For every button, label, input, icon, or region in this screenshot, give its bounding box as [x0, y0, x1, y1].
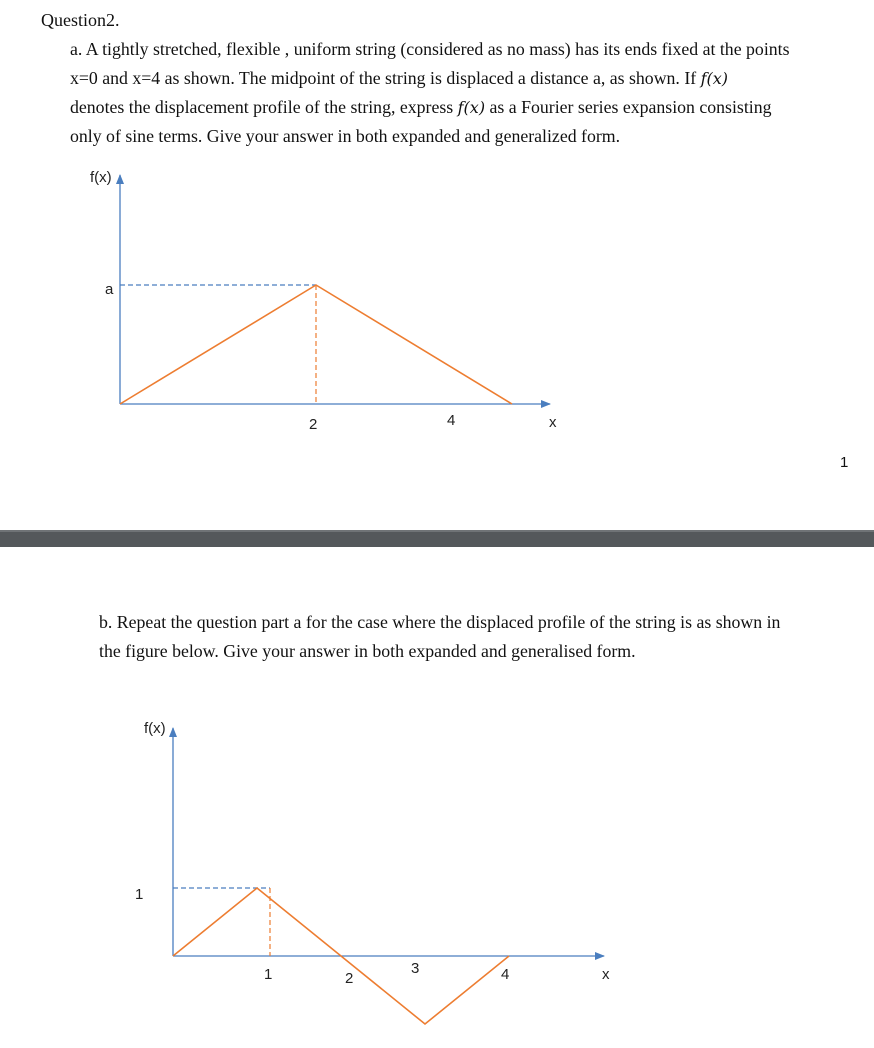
figure-a-x-label: x	[549, 414, 557, 431]
part-b-line-1: b. Repeat the question part a for the case where the displaced profile of the string is as shown in	[99, 612, 781, 632]
figure-a-tick-label: 2	[309, 416, 318, 433]
part-a-line-1: a. A tightly stretched, flexible , uniform string (considered as no mass) has its ends fixed at the points	[70, 39, 790, 59]
figure-b-y-label: f(x)	[144, 720, 166, 737]
part-a-line-3-text: denotes the displacement profile of the string, express	[70, 97, 458, 117]
figure-a-y-label: f(x)	[90, 169, 112, 186]
figure-a-peak-label: a	[105, 281, 114, 298]
part-b-line-2: the figure below. Give your answer in both expanded and generalised form.	[99, 641, 636, 661]
function-symbol: f(x)	[700, 69, 729, 88]
figure-b-tick-label: 3	[411, 960, 420, 977]
figure-b-tick-label: 4	[501, 966, 510, 983]
figure-b-tick-label: 1	[264, 966, 273, 983]
figure-b-peak-label: 1	[135, 886, 144, 903]
part-a-line-2-text: x=0 and x=4 as shown. The midpoint of the string is displaced a distance a, as shown. If	[70, 68, 701, 88]
part-a-line-4: only of sine terms. Give your answer in both expanded and generalized form.	[70, 126, 621, 146]
figure-b-x-label: x	[602, 966, 610, 983]
part-b-text	[99, 608, 780, 666]
function-symbol: f(x)	[457, 98, 486, 117]
page-number: 1	[840, 454, 849, 471]
page-divider	[0, 530, 874, 547]
figure-b-tick-label: 2	[345, 970, 354, 987]
part-a-line-3-tail: as a Fourier series expansion consisting	[485, 97, 772, 117]
figure-a-tick-label: 4	[447, 412, 456, 429]
question-title: Question2.	[41, 10, 120, 30]
